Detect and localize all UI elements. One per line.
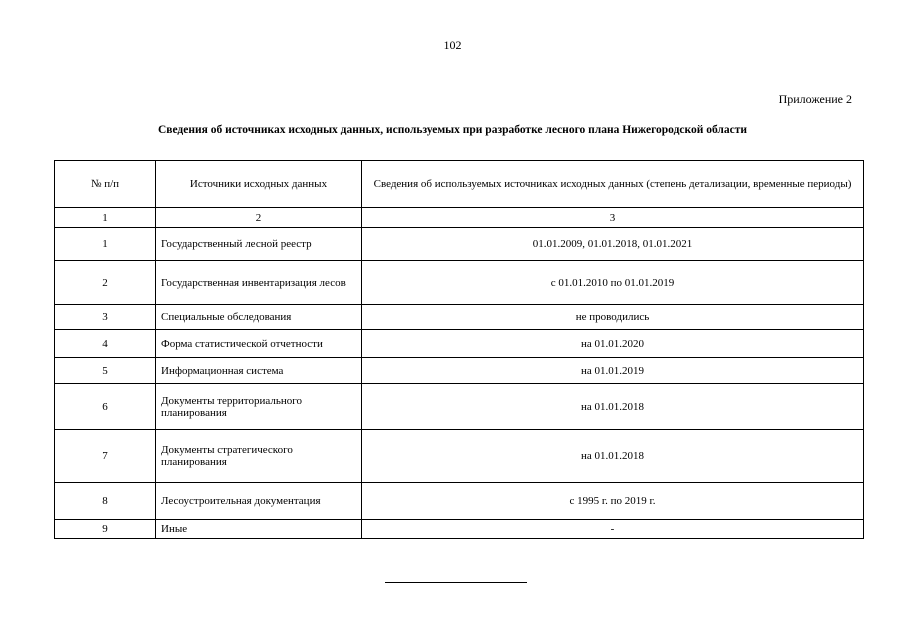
row-details: с 1995 г. по 2019 г. — [362, 483, 864, 520]
document-title: Сведения об источниках исходных данных, используемых при разработке лесного плана Нижегородской области — [157, 124, 748, 136]
table-header-row — [55, 161, 864, 208]
row-details: с 01.01.2010 по 01.01.2019 — [362, 261, 864, 305]
row-source: Документы стратегического планирования — [156, 430, 362, 483]
table-row — [55, 520, 864, 539]
table-row — [55, 384, 864, 430]
page-number: 102 — [443, 38, 462, 52]
sources-table — [54, 160, 864, 539]
row-num: 4 — [55, 330, 156, 358]
row-source: Государственный лесной реестр — [156, 228, 362, 261]
row-num: 1 — [55, 228, 156, 261]
row-source: Форма статистической отчетности — [156, 330, 362, 358]
row-num: 8 — [55, 483, 156, 520]
table-row — [55, 430, 864, 483]
column-number: 2 — [156, 208, 362, 228]
row-details: не проводились — [362, 305, 864, 330]
table-row — [55, 305, 864, 330]
row-source: Специальные обследования — [156, 305, 362, 330]
row-num: 3 — [55, 305, 156, 330]
row-details: - — [362, 520, 864, 539]
row-source: Документы территориального планирования — [156, 384, 362, 430]
table-row — [55, 358, 864, 384]
header-details: Сведения об используемых источниках исходных данных (степень детализации, временные периоды) — [362, 161, 864, 208]
row-details: 01.01.2009, 01.01.2018, 01.01.2021 — [362, 228, 864, 261]
column-number: 3 — [362, 208, 864, 228]
row-source: Иные — [156, 520, 362, 539]
row-source: Лесоустроительная документация — [156, 483, 362, 520]
appendix-label: Приложение 2 — [778, 92, 852, 106]
row-num: 9 — [55, 520, 156, 539]
row-details: на 01.01.2020 — [362, 330, 864, 358]
column-number-row — [55, 208, 864, 228]
table-row — [55, 330, 864, 358]
row-num: 7 — [55, 430, 156, 483]
row-details: на 01.01.2018 — [362, 384, 864, 430]
header-num: № п/п — [55, 161, 156, 208]
table-row — [55, 228, 864, 261]
row-num: 2 — [55, 261, 156, 305]
column-number: 1 — [55, 208, 156, 228]
row-num: 5 — [55, 358, 156, 384]
row-num: 6 — [55, 384, 156, 430]
footer-divider — [385, 582, 527, 583]
row-source: Государственная инвентаризация лесов — [156, 261, 362, 305]
row-source: Информационная система — [156, 358, 362, 384]
table-row — [55, 483, 864, 520]
header-source: Источники исходных данных — [156, 161, 362, 208]
table-row — [55, 261, 864, 305]
row-details: на 01.01.2019 — [362, 358, 864, 384]
row-details: на 01.01.2018 — [362, 430, 864, 483]
